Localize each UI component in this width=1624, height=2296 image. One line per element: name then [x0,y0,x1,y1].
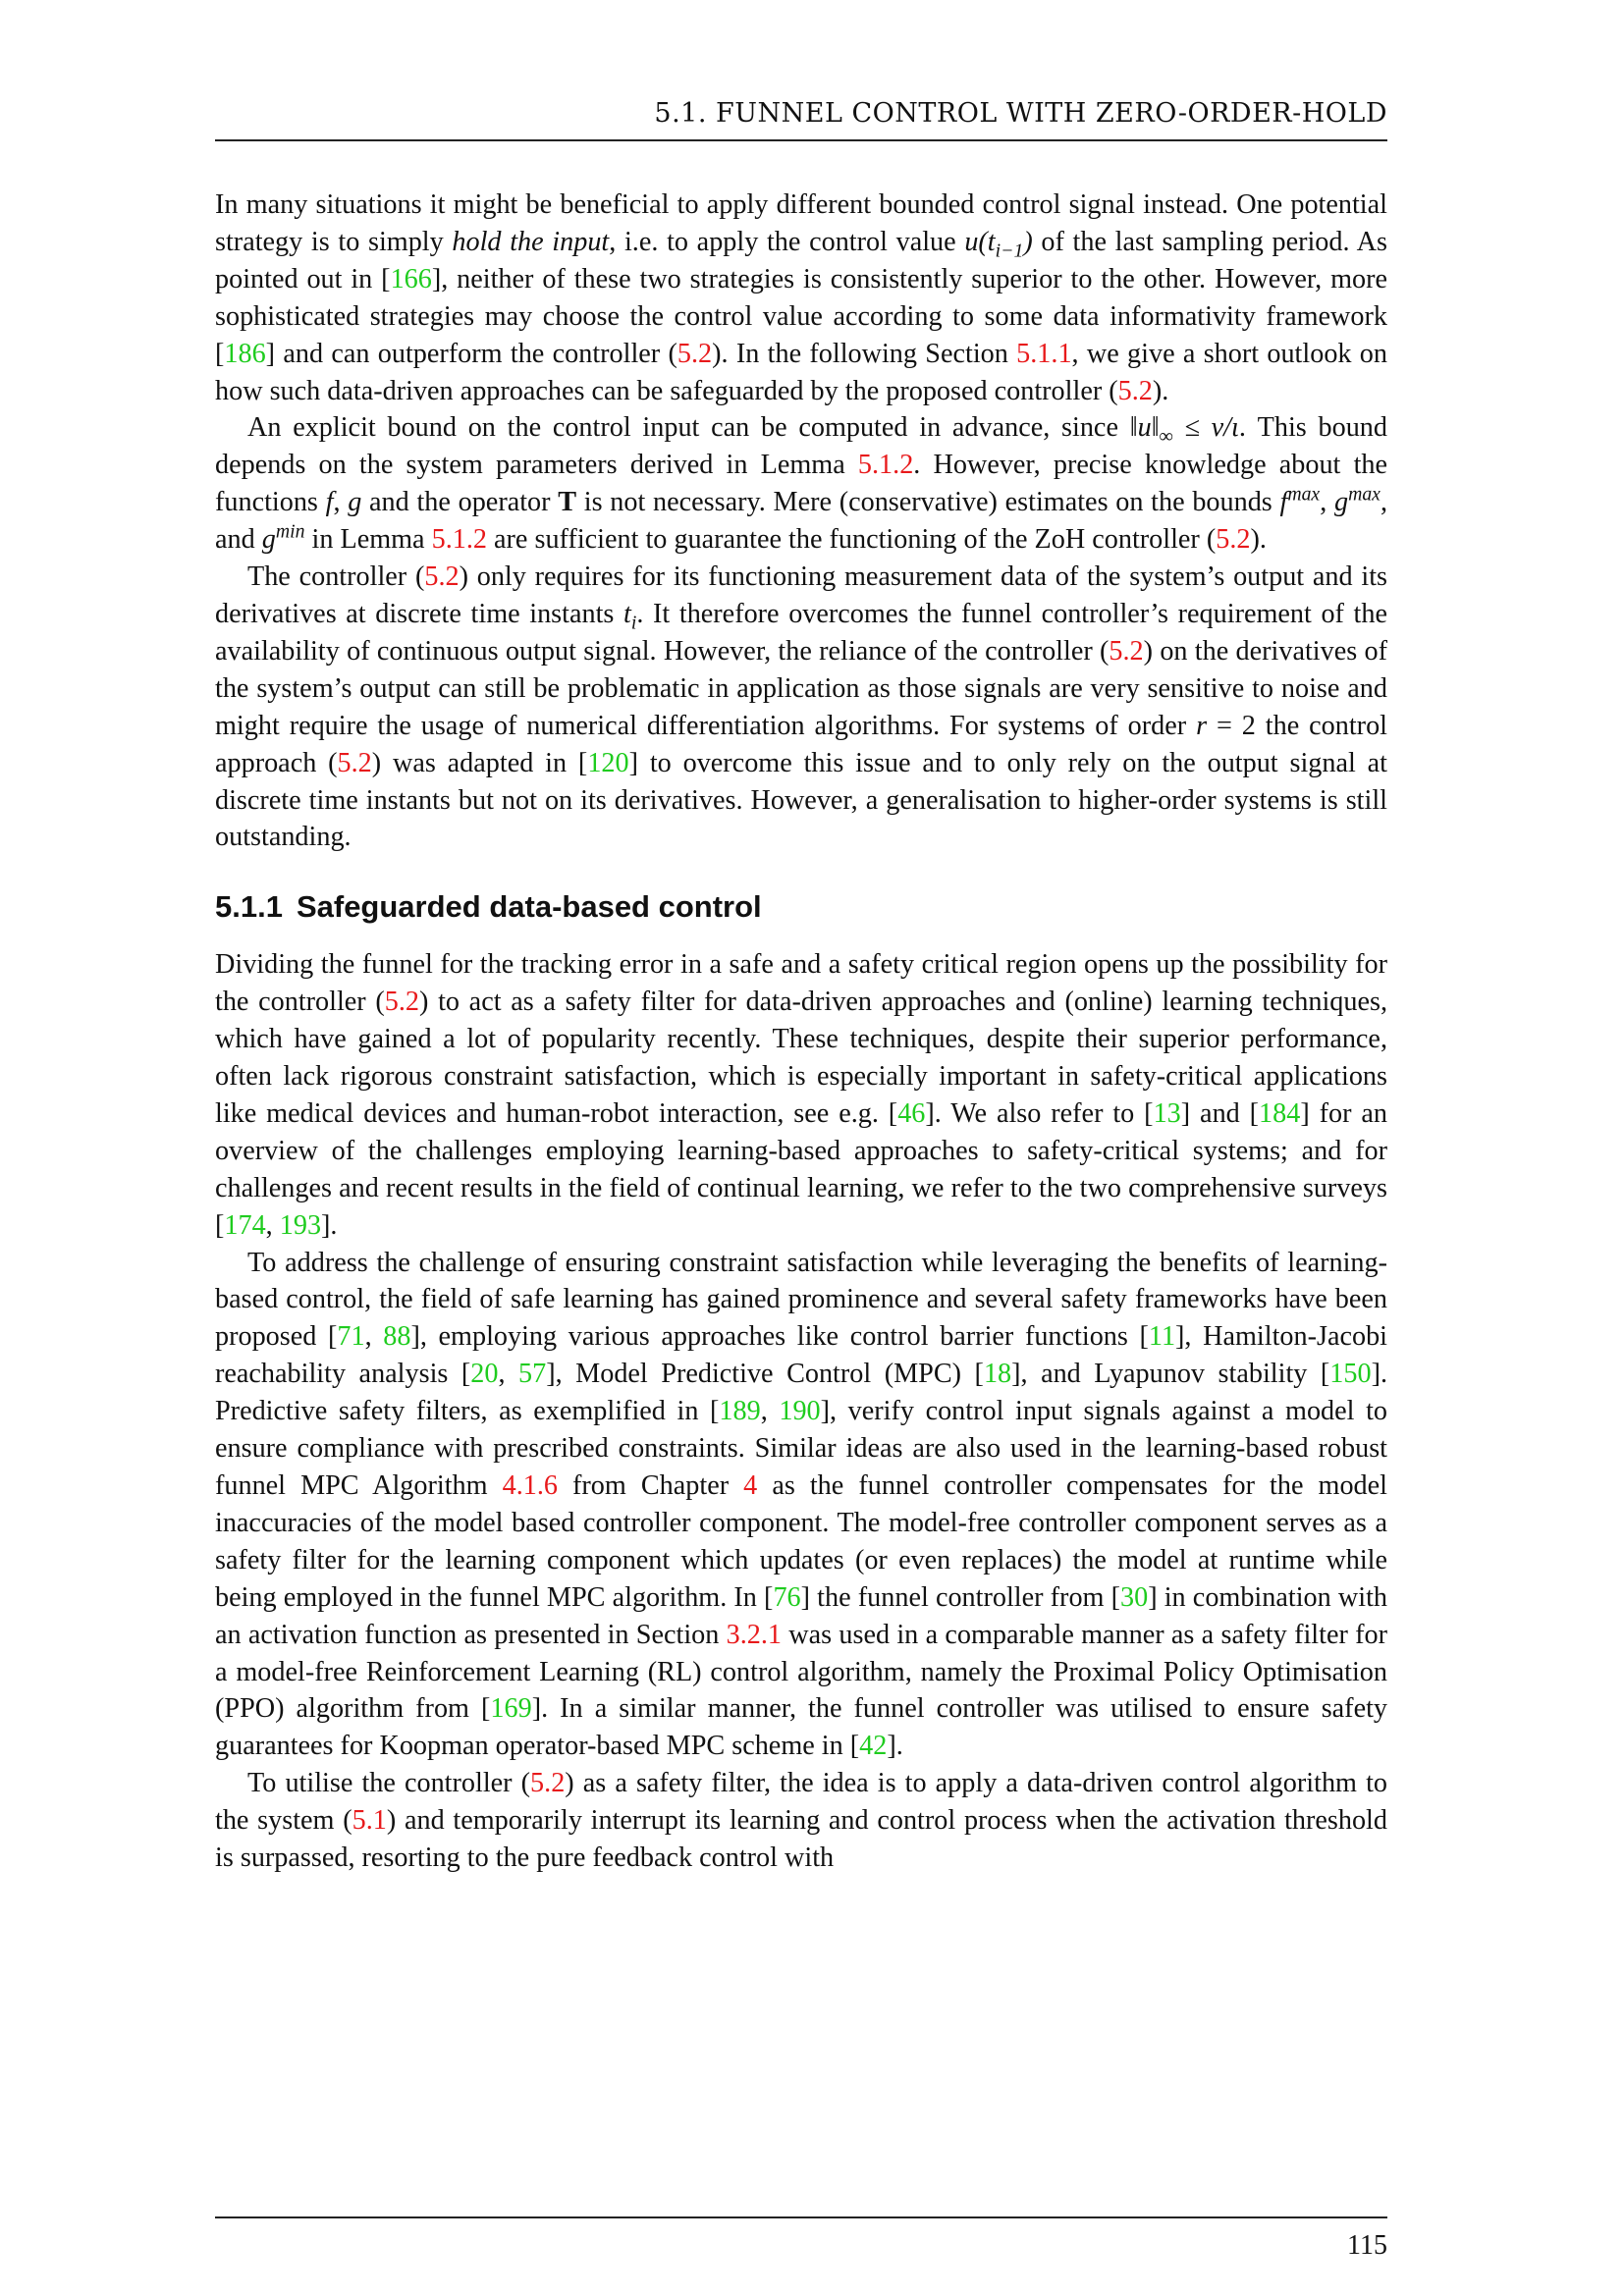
text: ]. [321,1209,338,1241]
text: To utilise the controller ( [247,1768,531,1799]
text: , [498,1359,519,1390]
text: ) on the derivatives of the system’s output can still be problematic in application as those signals are very sensitive to noise and might require the usage of numerical differentiation algorithms. For systems of order [215,635,1387,741]
text: In many situations it might be beneficial to apply different bounded control signal instead. One potential strategy is to simply [215,189,1387,257]
equation-link[interactable]: 5.2 [530,1768,566,1799]
citation-link[interactable]: 11 [1148,1321,1176,1353]
equation-link[interactable]: 5.2 [1117,375,1153,406]
math: $u(t_{i-1})$ [964,226,1033,262]
citation-link[interactable]: 189 [719,1396,761,1427]
lemma-link[interactable]: 5.1.2 [857,450,914,481]
citation-link[interactable]: 13 [1153,1097,1181,1129]
citation-link[interactable]: 193 [279,1209,322,1241]
text: To address the challenge of ensuring constraint satisfaction while leveraging the benefits of learning-based control, the field of safe learning has gained prominence and several safety frameworks have been proposed [ [215,1247,1387,1353]
equation-link[interactable]: 5.2 [424,561,460,593]
body-text [215,187,1387,1877]
text: ], employing various approaches like control barrier functions [ [410,1321,1149,1353]
text: The controller ( [247,561,425,593]
text: ) and temporarily interrupt its learning and control process when the activation threshold is surpassed, resorting to the pure feedback control with [215,1805,1387,1874]
text: ], and Lyapunov stability [ [1011,1359,1330,1390]
text: ) as a safety filter, the idea is to apply a data-driven control algorithm to the system ( [215,1768,1387,1837]
page-number: 115 [1347,2230,1387,2261]
math: $g^{min}$ [261,520,305,556]
math: $f^{max}$ [1279,483,1321,518]
citation-link[interactable]: 71 [337,1321,365,1353]
chapter-link[interactable]: 4 [743,1470,758,1501]
text: , [1320,487,1334,518]
text: are sufficient to guarantee the functioning of the ZoH controller ( [486,524,1217,556]
math: f [325,487,334,518]
header-rule [215,139,1387,141]
text: was used in a comparable manner as a safety filter for a model-free Reinforcement Learning (RL) control algorithm, namely the Proximal Policy Optimisation (PPO) algorithm from [ [215,1619,1387,1725]
citation-link[interactable]: 150 [1329,1359,1372,1390]
text: , [760,1396,780,1427]
section-link[interactable]: 5.1.1 [1016,338,1072,369]
math: $g^{max}$ [1333,483,1380,518]
citation-link[interactable]: 30 [1120,1581,1149,1613]
text: Dividing the funnel for the tracking error in a safe and a safety critical region opens up the possibility for the controller ( [215,949,1387,1018]
equation-link[interactable]: 5.1 [352,1805,387,1837]
paragraph-1 [215,187,1387,409]
text: . However, precise knowledge about the functions [215,450,1388,518]
equation-link[interactable]: 5.2 [337,747,372,778]
text: ) was adapted in [ [371,747,588,778]
text: in Lemma [304,524,432,556]
math: r [1196,710,1208,741]
text: = 2 the control approach ( [215,710,1387,778]
text: and the operator [361,487,559,518]
algorithm-link[interactable]: 4.1.6 [502,1470,558,1501]
text: ) to act as a safety filter for data-driven approaches and (online) learning techniques, which have gained a lot of popularity recently. These techniques, despite their superior performance, often lack rigorous constraint satisfaction, which is especially important in safety-critical applications like medical devices and human-robot interaction, see e.g. [ [215,987,1387,1129]
text: as the funnel controller compensates for the model inaccuracies of the model based controller component. The model-free controller component serves as a safety filter for the learning component which updates (or even replaces) the model at runtime while being employed in the funnel MPC algorithm. In [ [215,1470,1387,1613]
equation-link[interactable]: 5.2 [384,987,419,1018]
paragraph-2 [215,409,1387,559]
citation-link[interactable]: 46 [897,1097,926,1129]
citation-link[interactable]: 190 [779,1396,821,1427]
text: ). In the following Section [712,338,1017,369]
citation-link[interactable]: 42 [859,1731,888,1762]
math: g [348,487,362,518]
text: from Chapter [557,1470,744,1501]
text: , i.e. to apply the control value [609,226,965,257]
text: An explicit bound on the control input can be computed in advance, since [247,412,1130,444]
equation-link[interactable]: 5.2 [1216,524,1251,556]
text: ], Model Predictive Control (MPC) [ [546,1359,984,1390]
text: is not necessary. Mere (conservative) estimates on the bounds [576,487,1280,518]
footer-rule [215,2216,1387,2218]
equation-link[interactable]: 5.2 [1109,635,1144,667]
text: , [333,487,349,518]
text: ] in combination with an activation function as presented in Section [215,1581,1387,1650]
text: ]. Predictive safety filters, as exemplified in [ [215,1359,1387,1427]
text: , we give a short outlook on how such data-driven approaches can be safeguarded by the proposed controller ( [215,338,1387,406]
text: ] the funnel controller from [ [800,1581,1120,1613]
citation-link[interactable]: 166 [390,263,432,294]
text: ]. We also refer to [ [925,1097,1154,1129]
math: T [558,487,577,518]
paragraph-6 [215,1765,1387,1877]
text: . This bound depends on the system parameters derived in Lemma [215,412,1387,481]
equation-link[interactable]: 5.2 [677,338,713,369]
text: ). [1250,524,1267,556]
text: ], neither of these two strategies is consistently superior to the other. However, more sophisticated strategies may choose the control value according to some data informativity framework [ [215,263,1387,369]
citation-link[interactable]: 120 [587,747,629,778]
text: . It therefore overcomes the funnel controller’s requirement of the availability of continuous output signal. However, the reliance of the controller ( [215,598,1387,667]
citation-link[interactable]: 184 [1259,1097,1301,1129]
citation-link[interactable]: 174 [224,1209,266,1241]
lemma-link[interactable]: 5.1.2 [431,524,487,556]
citation-link[interactable]: 186 [224,338,266,369]
math: $t_i$ [623,598,637,634]
emphasis: hold the input [452,226,610,257]
section-heading [215,889,1387,925]
text: , and [215,487,1387,556]
citation-link[interactable]: 88 [383,1321,411,1353]
citation-link[interactable]: 20 [470,1359,499,1390]
citation-link[interactable]: 18 [983,1359,1012,1390]
text: ]. In a similar manner, the funnel controller was utilised to ensure safety guarantees for Koopman operator-based MPC scheme in [ [215,1693,1388,1762]
citation-link[interactable]: 76 [773,1581,801,1613]
text: ]. [887,1731,903,1762]
section-link[interactable]: 3.2.1 [726,1619,782,1650]
text: ], verify control input signals against a model to ensure compliance with prescribed constraints. Similar ideas are also used in the learning-based robust funnel MPC Algorithm [215,1396,1387,1501]
citation-link[interactable]: 57 [518,1359,547,1390]
paragraph-5 [215,1245,1387,1766]
text: ). [1152,375,1169,406]
text: ] for an overview of the challenges employing learning-based approaches to safety-critical systems; and for challenges and recent results in the field of continual learning, we refer to the two comprehensive surveys [ [215,1097,1387,1241]
running-head: 5.1. FUNNEL CONTROL WITH ZERO-ORDER-HOLD [654,98,1387,129]
text: of the last sampling period. As pointed out in [ [215,226,1387,294]
text: ] and [ [1180,1097,1260,1129]
math: $‖u‖_\infty \le \nu/\iota$ [1129,412,1239,449]
section-number: 5.1.1 [215,889,283,925]
paragraph-3 [215,559,1387,856]
section-title: Safeguarded data-based control [296,889,762,925]
text: ) only requires for its functioning measurement data of the system’s output and its derivatives at discrete time instants [215,561,1388,629]
text: , [265,1209,280,1241]
citation-link[interactable]: 169 [490,1693,532,1725]
text: , [364,1321,384,1353]
text: ] to overcome this issue and to only rely on the output signal at discrete time instants but not on its derivatives. However, a generalisation to higher-order systems is still outstanding. [215,747,1387,853]
text: ], Hamilton-Jacobi reachability analysis [ [215,1321,1387,1390]
text: ] and can outperform the controller ( [265,338,677,369]
paragraph-4 [215,946,1387,1244]
